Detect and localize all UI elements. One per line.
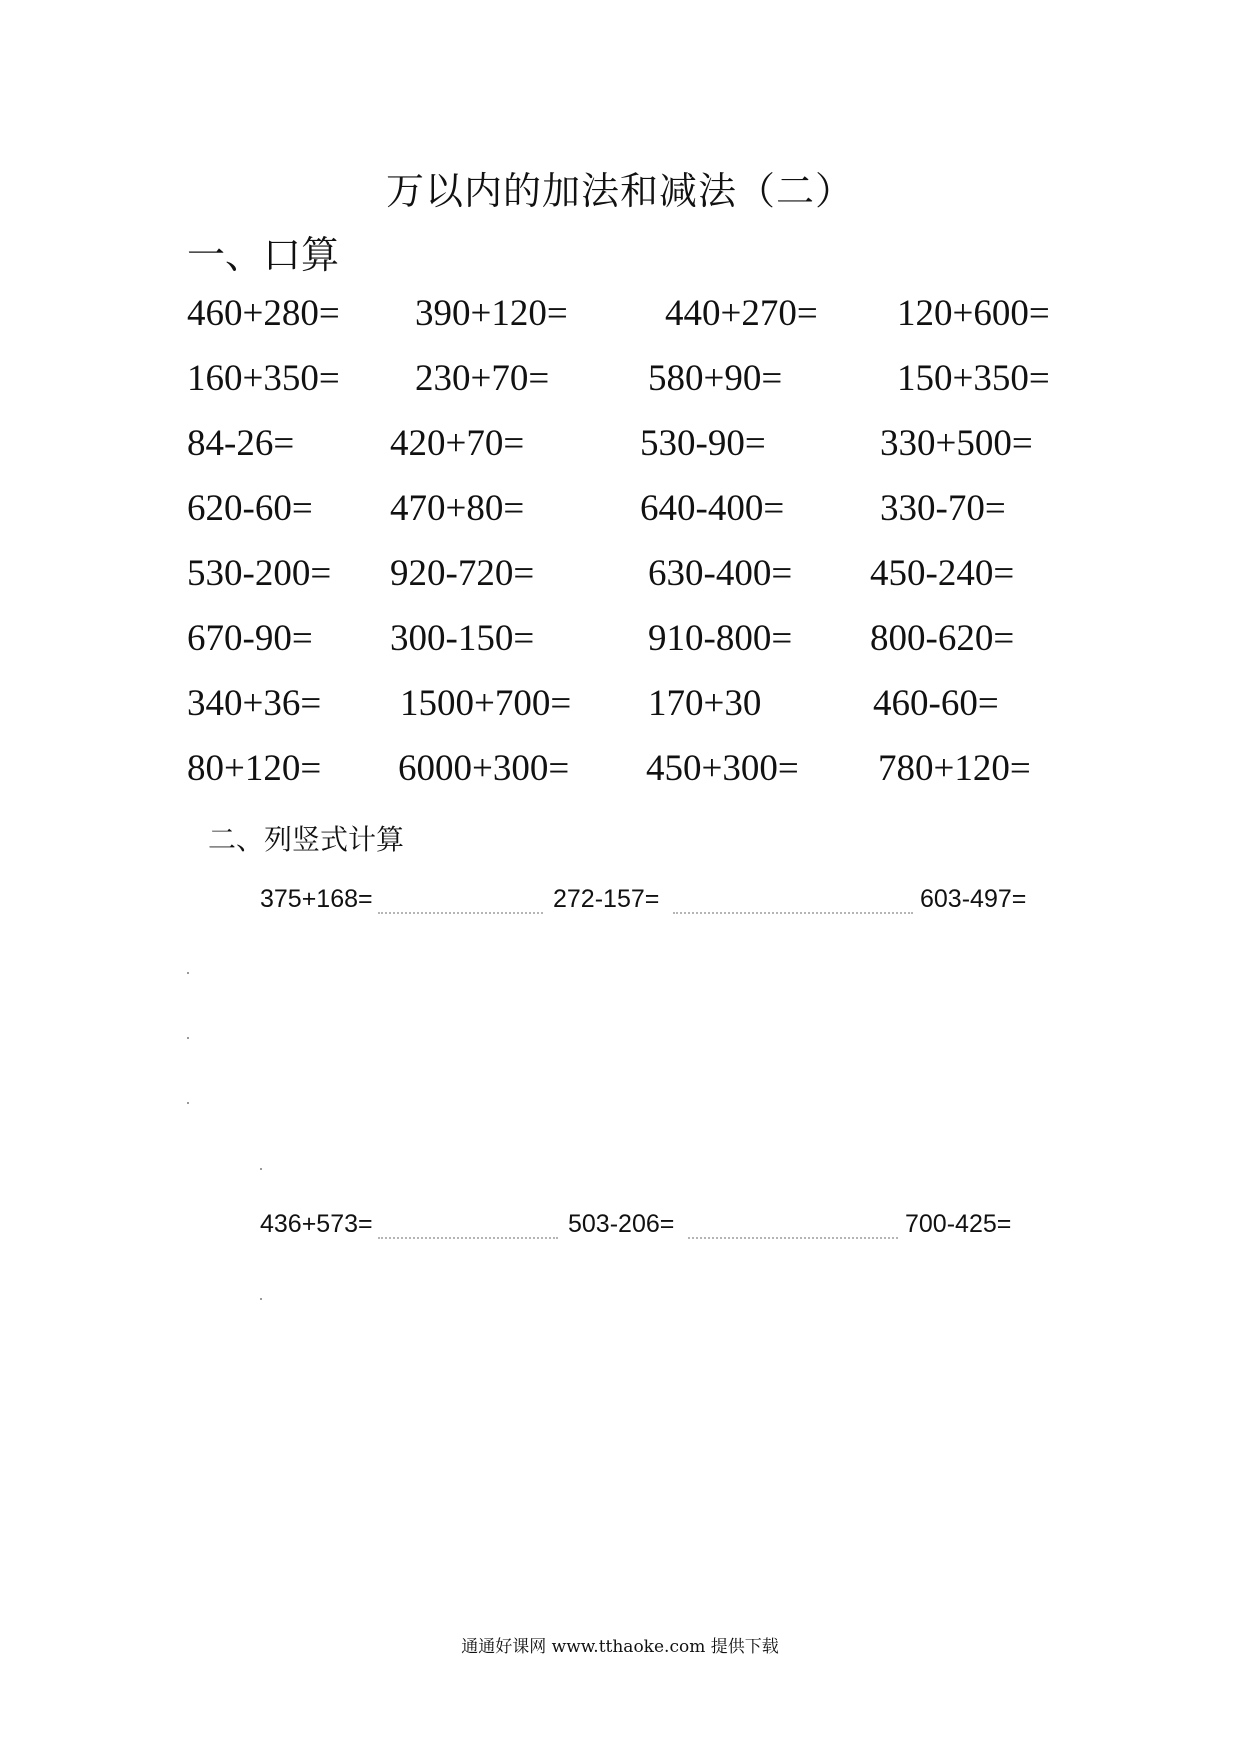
scan-speck — [187, 972, 189, 974]
oral-problem: 6000+300= — [398, 748, 570, 789]
oral-problem: 460-60= — [873, 683, 999, 724]
oral-problem: 230+70= — [415, 358, 550, 399]
oral-problem: 120+600= — [897, 293, 1050, 334]
oral-problem: 800-620= — [870, 618, 1015, 659]
vertical-problem: 603-497= — [920, 885, 1027, 913]
oral-problem: 330-70= — [880, 488, 1006, 529]
vertical-problem: 272-157= — [553, 885, 660, 913]
oral-problem: 580+90= — [648, 358, 783, 399]
oral-problem: 450-240= — [870, 553, 1015, 594]
oral-problem: 300-150= — [390, 618, 535, 659]
oral-problem: 630-400= — [648, 553, 793, 594]
oral-problem: 420+70= — [390, 423, 525, 464]
oral-problem: 450+300= — [646, 748, 799, 789]
oral-problem: 150+350= — [897, 358, 1050, 399]
dotted-leader — [378, 912, 543, 914]
dotted-leader — [673, 912, 913, 914]
scan-speck — [260, 1298, 262, 1300]
oral-row — [0, 357, 1240, 407]
scan-speck — [187, 1037, 189, 1039]
oral-problem: 530-90= — [640, 423, 766, 464]
oral-problem: 920-720= — [390, 553, 535, 594]
oral-problem: 1500+700= — [400, 683, 572, 724]
dotted-leader — [688, 1237, 898, 1239]
oral-problem: 80+120= — [187, 748, 322, 789]
oral-problem: 170+30 — [648, 683, 762, 724]
oral-problem: 160+350= — [187, 358, 340, 399]
oral-row — [0, 617, 1240, 667]
oral-problem: 780+120= — [878, 748, 1031, 789]
oral-problem: 460+280= — [187, 293, 340, 334]
oral-row — [0, 487, 1240, 537]
oral-row — [0, 292, 1240, 342]
oral-problem: 340+36= — [187, 683, 322, 724]
vertical-row — [0, 885, 1240, 925]
oral-problem: 910-800= — [648, 618, 793, 659]
scan-speck — [260, 1168, 262, 1170]
oral-problem: 530-200= — [187, 553, 332, 594]
vertical-problem: 436+573= — [260, 1210, 373, 1238]
section-1-heading: 一、口算 — [187, 233, 340, 277]
vertical-problem: 700-425= — [905, 1210, 1012, 1238]
oral-problem: 640-400= — [640, 488, 785, 529]
page-title: 万以内的加法和减法（二） — [385, 169, 854, 213]
section-2-heading: 二、列竖式计算 — [208, 823, 405, 856]
oral-problem: 620-60= — [187, 488, 313, 529]
scan-speck — [187, 1102, 189, 1104]
oral-row — [0, 682, 1240, 732]
dotted-leader — [378, 1237, 558, 1239]
oral-problem: 440+270= — [665, 293, 818, 334]
oral-problem: 330+500= — [880, 423, 1033, 464]
vertical-problem: 503-206= — [568, 1210, 675, 1238]
oral-problem: 390+120= — [415, 293, 568, 334]
oral-row — [0, 422, 1240, 472]
oral-problem: 670-90= — [187, 618, 313, 659]
oral-row — [0, 552, 1240, 602]
vertical-problem: 375+168= — [260, 885, 373, 913]
page-footer: 通通好课网 www.tthaoke.com 提供下载 — [461, 1637, 779, 1657]
vertical-row — [0, 1210, 1240, 1250]
oral-row — [0, 747, 1240, 797]
oral-problem: 470+80= — [390, 488, 525, 529]
oral-problem: 84-26= — [187, 423, 295, 464]
